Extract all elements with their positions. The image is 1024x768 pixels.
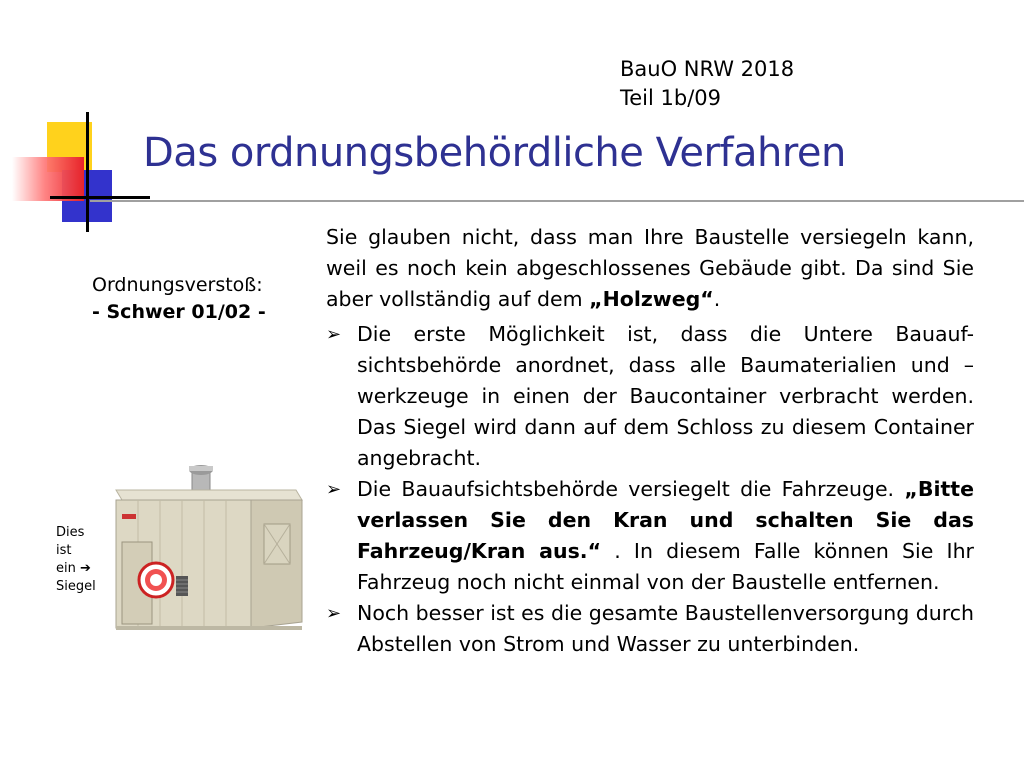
reference-law: BauO NRW 2018 bbox=[620, 57, 795, 81]
bullet-list bbox=[326, 319, 974, 660]
list-item bbox=[326, 474, 974, 598]
slide-reference bbox=[620, 55, 794, 113]
list-item bbox=[326, 598, 974, 660]
intro-paragraph bbox=[326, 222, 974, 315]
violation-info bbox=[92, 272, 266, 326]
logo-horizontal-line bbox=[50, 196, 150, 199]
bullet-quote: „Bitte verlassen Sie den Kran und schalten Sie das Fahrzeug/Kran aus.“ bbox=[357, 477, 974, 563]
violation-severity: - Schwer 01/02 - bbox=[92, 301, 266, 323]
right-arrow-icon: ➔ bbox=[80, 561, 91, 576]
bullet-text: Die erste Möglichkeit ist, dass die Untere Bauauf-sichtsbehörde anordnet, dass alle Baumaterialien und –werkzeuge in einen der Baucontainer verbracht werden. Das Siegel wird dann auf dem Schloss zu diesem Container angebracht. bbox=[357, 322, 974, 470]
reference-part: Teil 1b/09 bbox=[620, 86, 722, 110]
caption-word: ein bbox=[56, 561, 76, 576]
list-item bbox=[326, 319, 974, 474]
logo-vertical-line bbox=[86, 112, 89, 232]
arrow-bullet-icon: ➢ bbox=[326, 479, 342, 500]
intro-text: Sie glauben nicht, dass man Ihre Baustelle versiegeln kann, weil es noch kein abgeschlossenes Gebäude gibt. Da sind Sie aber vollständig auf dem bbox=[326, 225, 974, 311]
bullet-text-pre: Die Bauaufsichtsbehörde versiegelt die Fahrzeuge. bbox=[357, 477, 905, 501]
intro-emphasis: „Holzweg“ bbox=[589, 287, 714, 311]
intro-end: . bbox=[713, 287, 721, 311]
construction-container-image bbox=[96, 462, 306, 637]
arrow-bullet-icon: ➢ bbox=[326, 324, 342, 345]
bullet-text-post: . In diesem Falle können Sie Ihr Fahrzeug noch nicht einmal von der Baustelle entfernen. bbox=[357, 539, 974, 594]
bullet-text: Noch besser ist es die gesamte Baustellenversorgung durch Abstellen von Strom und Wasser zu unterbinden. bbox=[357, 601, 974, 656]
logo-red-square bbox=[12, 157, 84, 201]
main-text bbox=[326, 222, 974, 660]
title-underline bbox=[90, 200, 1024, 202]
caption-line: Dies bbox=[56, 525, 85, 540]
slide-title: Das ordnungsbehördliche Verfahren bbox=[143, 130, 846, 176]
caption-line: Siegel bbox=[56, 579, 96, 594]
decorative-logo bbox=[0, 0, 150, 240]
caption-line: ist bbox=[56, 543, 72, 558]
violation-label: Ordnungsverstoß: bbox=[92, 274, 263, 296]
arrow-bullet-icon: ➢ bbox=[326, 603, 342, 624]
